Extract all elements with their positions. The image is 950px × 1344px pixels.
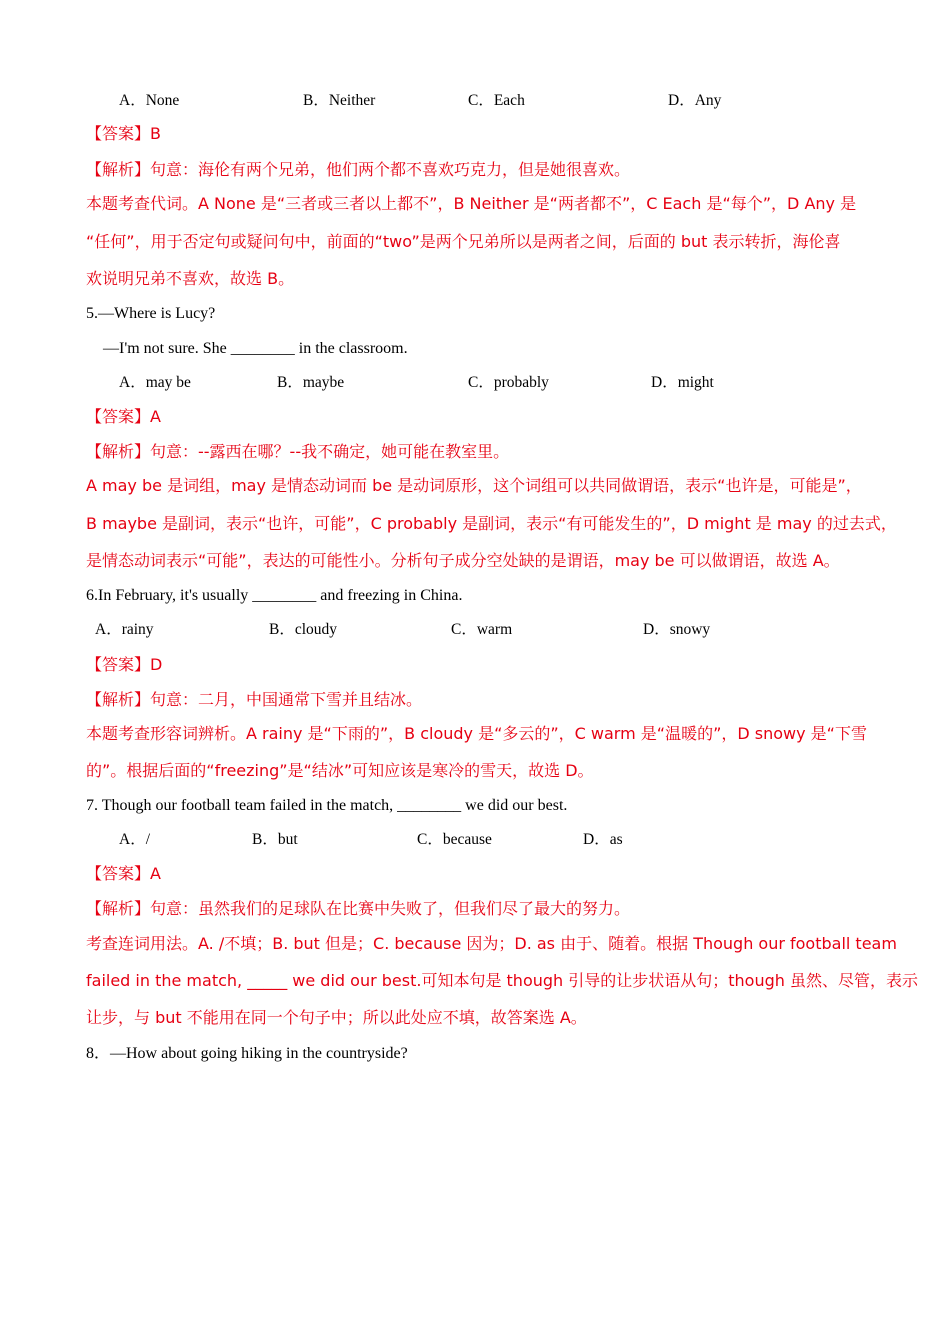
q7-explanation-line-1: 【解析】句意：虽然我们的足球队在比赛中失败了，但我们尽了最大的努力。 [86,899,631,918]
q5-explanation-line-2: A may be 是词组，may 是情态动词而 be 是动词原形，这个词组可以共同做谓语，表示“也许是，可能是”， [86,476,862,495]
q4-explanation-line-4: 欢说明兄弟不喜欢，故选 B。 [86,269,295,288]
q6-option-d: D．snowy [643,621,711,638]
q6-explanation-line-2: 本题考查形容词辨析。A rainy 是“下雨的”，B cloudy 是“多云的”，C warm 是“温暖的”，D snowy 是“下雪 [86,724,867,743]
q7-option-d: D．as [583,831,623,848]
q6-explanation-line-1: 【解析】句意：二月，中国通常下雪并且结冰。 [86,690,423,709]
q7-explanation-line-2: 考查连词用法。A. /不填；B. but 但是；C. because 因为；D. as 由于、随着。根据 Though our football team [86,934,897,953]
q5-answer: 【答案】A [86,407,161,426]
q7-explanation-line-4: 让步，与 but 不能用在同一个句子中；所以此处应不填，故答案选 A。 [86,1008,587,1027]
q4-explanation-line-1: 【解析】句意：海伦有两个兄弟，他们两个都不喜欢巧克力，但是她很喜欢。 [86,160,631,179]
q4-option-b: B．Neither [303,92,376,109]
q5-explanation-line-4: 是情态动词表示“可能”，表达的可能性小。分析句子成分空处缺的是谓语，may be 可以做谓语，故选 A。 [86,551,840,570]
q5-reply: —I'm not sure. She ________ in the classroom. [103,340,408,357]
q5-explanation-line-1: 【解析】句意：--露西在哪？--我不确定，她可能在教室里。 [86,442,510,461]
q4-option-a: A．None [119,92,180,109]
q5-option-c: C．probably [468,374,549,391]
q4-answer: 【答案】B [86,124,161,143]
q7-question: 7. Though our football team failed in the match, ________ we did our best. [86,797,568,814]
q4-explanation-line-3: “任何”，用于否定句或疑问句中，前面的“two”是两个兄弟所以是两者之间，后面的 but 表示转折，海伦喜 [86,232,841,251]
q6-option-c: C．warm [451,621,513,638]
q4-option-c: C．Each [468,92,525,109]
q5-option-b: B．maybe [277,374,345,391]
q7-option-a: A．/ [119,831,151,848]
q6-option-a: A．rainy [95,621,154,638]
q6-explanation-line-3: 的”。根据后面的“freezing”是“结冰”可知应该是寒冷的雪天，故选 D。 [86,761,594,780]
q7-option-c: C．because [417,831,492,848]
q4-explanation-line-2: 本题考查代词。A None 是“三者或三者以上都不”，B Neither 是“两者都不”，C Each 是“每个”，D Any 是 [86,194,857,213]
q6-option-b: B．cloudy [269,621,338,638]
q5-question: 5.—Where is Lucy? [86,305,216,322]
q4-option-d: D．Any [668,92,722,109]
q7-option-b: B．but [252,831,298,848]
q7-explanation-line-3: failed in the match, _____ we did our best.可知本句是 though 引导的让步状语从句；though 虽然、尽管，表示 [86,971,918,990]
q6-question: 6.In February, it's usually ________ and freezing in China. [86,587,463,604]
q6-answer: 【答案】D [86,655,163,674]
q8-question: 8．—How about going hiking in the countryside? [86,1045,408,1062]
q5-option-d: D．might [651,374,714,391]
q7-answer: 【答案】A [86,864,161,883]
q5-option-a: A．may be [119,374,191,391]
q5-explanation-line-3: B maybe 是副词，表示“也许，可能”，C probably 是副词，表示“有可能发生的”，D might 是 may 的过去式， [86,514,897,533]
